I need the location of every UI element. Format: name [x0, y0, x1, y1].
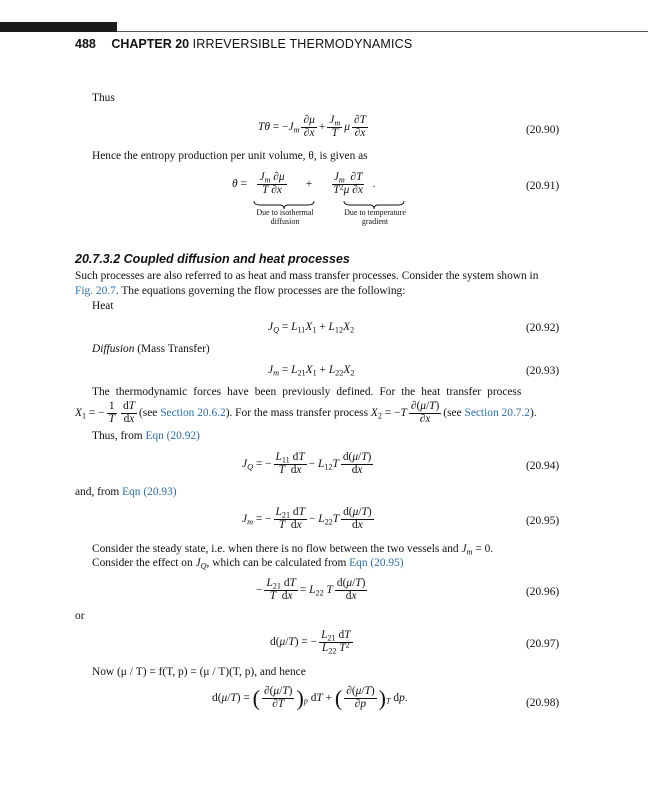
section-title: 20.7.3.2 Coupled diffusion and heat processes: [75, 252, 350, 266]
effect-line: Consider the effect on $J_Q$, which can be calculated from Eqn (20.95): [92, 557, 404, 571]
equation-link[interactable]: Eqn (20.93): [122, 486, 177, 498]
and-from-line: and, from Eqn (20.93): [75, 486, 177, 498]
paragraph-line: Fig. 20.7. The equations governing the flow processes are the following:: [75, 285, 406, 297]
equation-number: (20.90): [526, 124, 560, 136]
header-bar: [0, 22, 117, 32]
section-link[interactable]: Section 20.7.2: [464, 407, 530, 420]
header-rule: [117, 31, 648, 32]
equation-20-96: − $\frac{L_{21} dT}{\text{T dx}}$ = $L_{22}$ T $\frac{d(\mu/T)}{dx}$: [256, 577, 366, 602]
equation-number: (20.97): [526, 638, 560, 650]
label-temperature: Due to temperature gradient: [344, 208, 406, 226]
equation-20-97: d(μ/T) = − $\frac{L_{21} dT}{L_{22} T^2}$: [270, 629, 351, 656]
equation-number: (20.95): [526, 515, 560, 527]
equation-20-94: $J_Q$ = − $\frac{L_{11} dT}{\text{T dx}}$ − $L_{12}T$ $\frac{d(\mu/T)}{dx}$: [242, 451, 372, 476]
or-text: or: [75, 610, 85, 622]
equation-number: (20.93): [526, 365, 560, 377]
label-isothermal: Due to isothermal diffusion: [256, 208, 314, 226]
chapter-title: IRREVERSIBLE THERMODYNAMICS: [192, 37, 413, 51]
equation-20-90: $T\theta = -J_m$ $\frac{\partial\mu}{\partial x}$ + $\frac{J_m}{T}$ μ $\frac{\partial T}{\partial x}$: [258, 114, 366, 139]
equation-20-91: θ = $\frac{J_m \partial\mu}{T \partial x}$ + $\frac{J_m \partial T}{T^2\mu \partial x}$ .: [232, 171, 376, 196]
heat-label: Heat: [92, 300, 114, 312]
equation-number: (20.94): [526, 460, 560, 472]
paragraph-line: Such processes are also referred to as heat and mass transfer processes. Consider the system shown in: [75, 270, 539, 282]
figure-link[interactable]: Fig. 20.7: [75, 285, 116, 297]
running-header: [75, 37, 412, 51]
entropy-line: Hence the entropy production per unit volume, θ, is given as: [92, 150, 368, 162]
equation-number: (20.96): [526, 586, 560, 598]
now-line: Now (μ / T) = f(T, p) = (μ / T)(T, p), and hence: [92, 666, 306, 678]
equation-20-95: $J_m$ = − $\frac{L_{21} dT}{\text{T dx}}$ − $L_{22}T$ $\frac{d(\mu/T)}{dx}$: [242, 506, 372, 531]
page-number: 488: [75, 37, 96, 51]
diffusion-label: Diffusion (Mass Transfer): [92, 343, 210, 355]
equation-number: (20.91): [526, 180, 560, 192]
chapter-label: CHAPTER 20: [111, 37, 190, 51]
steady-state-line: Consider the steady state, i.e. when there is no flow between the two vessels and $J_m = 0$.: [92, 543, 494, 557]
equation-20-98: d(μ/T) = ( $\frac{\partial(\mu/T)}{\partial T}$ )$_p$ dT + ( $\frac{\partial(\mu/T)}{\partial p}$ )$_T$ dp.: [212, 685, 408, 711]
forces-definitions: $X_1$ = − $\frac{1}{T}$ $\frac{dT}{dx}$ (see Section 20.6.2). For the mass transfer process $X_2 = -T$ $\frac{\partial(\mu/T)}{\partial x}$ (see Section 20.7.2).: [75, 400, 537, 425]
thus-from-line: Thus, from Eqn (20.92): [92, 430, 200, 442]
equation-20-92: $J_Q = L_{11}X_1 + L_{12}X_2$: [268, 321, 355, 335]
equation-number: (20.92): [526, 322, 560, 334]
equation-number: (20.98): [526, 697, 560, 709]
section-link[interactable]: Section 20.6.2: [160, 407, 226, 420]
forces-line: The thermodynamic forces have been previously defined. For the heat transfer process: [92, 386, 522, 398]
equation-link[interactable]: Eqn (20.95): [349, 557, 404, 569]
equation-20-93: $J_m = L_{21}X_1 + L_{22}X_2$: [268, 364, 355, 378]
equation-link[interactable]: Eqn (20.92): [145, 430, 200, 442]
thus-text: Thus: [92, 92, 115, 104]
